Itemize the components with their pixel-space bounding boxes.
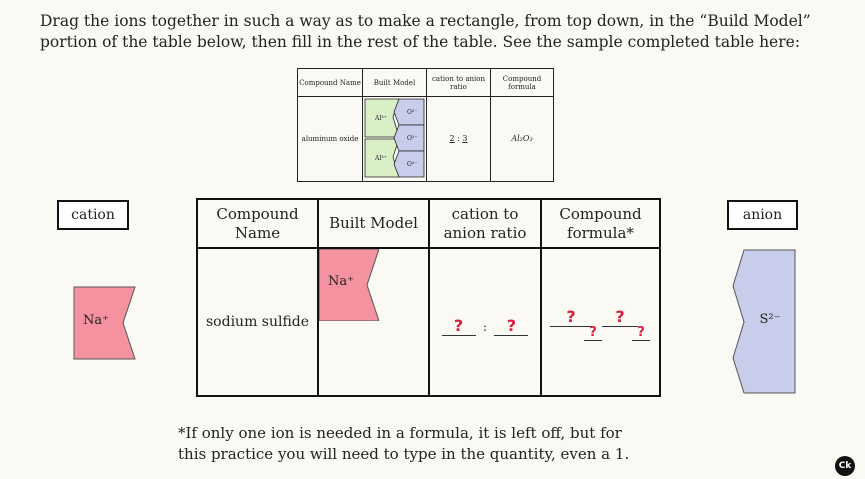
main-table [196, 198, 661, 397]
sample-anion-label: O²⁻ [407, 161, 418, 168]
placed-cation-piece[interactable] [319, 249, 379, 321]
ratio-separator: : [482, 320, 488, 334]
sample-header-built-model: Built Model [363, 69, 427, 97]
header-compound-name: Compound Name [197, 199, 318, 248]
cation-piece-na[interactable] [73, 286, 137, 360]
header-ratio: cation to anion ratio [429, 199, 541, 248]
header-built-model: Built Model [318, 199, 429, 248]
ratio-left-input[interactable]: ? [442, 316, 476, 336]
anion-label: anion [727, 200, 798, 230]
sample-formula: Al₂O₃ [491, 97, 554, 182]
build-model-area[interactable] [318, 248, 429, 396]
sample-ratio-left: 2 [449, 134, 455, 143]
instructions: Drag the ions together in such a way as to make a rectangle, from top down, in the “Build Model” portion of the table below, then fill in the rest of the table. See the sample completed table here: [40, 12, 811, 51]
sample-anion-label: O²⁻ [407, 135, 418, 142]
sample-compound-name: aluminum oxide [298, 97, 363, 182]
anion-piece-s[interactable] [731, 249, 797, 395]
cation-piece-label: Na⁺ [83, 313, 109, 328]
sample-cation-label: Al³⁺ [375, 155, 387, 162]
sample-ratio-sep: : [457, 134, 460, 143]
formula-anion-symbol-input[interactable]: ? [602, 307, 638, 327]
sample-cation-label: Al³⁺ [375, 115, 387, 122]
formula-cation-subscript-input[interactable]: ? [584, 325, 602, 341]
sample-model-graphic [363, 97, 426, 179]
ratio-cell [429, 248, 541, 396]
sample-header-compound-name: Compound Name [298, 69, 363, 97]
formula-cation-symbol-input[interactable]: ? [550, 307, 592, 327]
header-formula: Compound formula* [541, 199, 660, 248]
compound-name: sodium sulfide [197, 248, 318, 396]
sample-table [297, 68, 554, 182]
placed-cation-label: Na⁺ [328, 274, 354, 289]
footnote: *If only one ion is needed in a formula, it is left off, but for this practice you will need to type in the quantity, even a 1. [178, 424, 630, 463]
anion-piece-label: S²⁻ [759, 312, 781, 327]
formula-cell [541, 248, 660, 396]
sample-header-formula: Compound formula [491, 69, 554, 97]
sample-ratio-right: 3 [462, 134, 468, 143]
sample-ratio [427, 97, 491, 182]
formula-anion-subscript-input[interactable]: ? [632, 325, 650, 341]
sample-header-ratio: cation to anion ratio [427, 69, 491, 97]
ratio-right-input[interactable]: ? [494, 316, 528, 336]
sample-anion-label: O²⁻ [407, 109, 418, 116]
ck12-logo: Ck [835, 456, 855, 476]
cation-label: cation [57, 200, 129, 230]
sample-built-model [363, 97, 427, 182]
